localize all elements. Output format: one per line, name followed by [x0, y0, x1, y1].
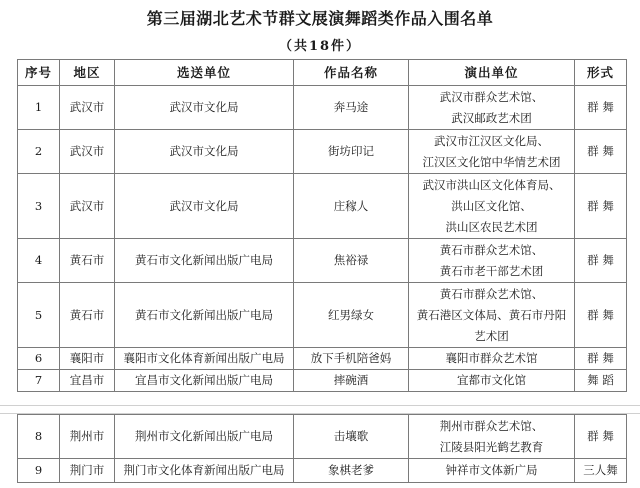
cell-region: 襄阳市: [60, 348, 115, 370]
header-form: 形式: [575, 60, 627, 86]
entries-table: [17, 59, 627, 392]
header-unit: 选送单位: [115, 60, 294, 86]
table-row: [18, 415, 627, 459]
cell-performer: [409, 370, 575, 392]
cell-unit: 宜昌市文化新闻出版广电局: [115, 370, 294, 392]
performer-line: 武汉市群众艺术馆、: [439, 89, 544, 104]
performer-line: 洪山区农民艺术团: [445, 219, 538, 234]
cell-form: 群 舞: [575, 348, 627, 370]
cell-form: 群 舞: [575, 174, 627, 239]
cell-unit: 黄石市文化新闻出版广电局: [115, 239, 294, 283]
cell-performer: [409, 239, 575, 283]
cell-form: 群 舞: [575, 130, 627, 174]
cell-work: 放下手机陪爸妈: [294, 348, 409, 370]
cell-no: 4: [18, 239, 60, 283]
cell-no: 5: [18, 283, 60, 348]
performer-line: 江汉区文化馆中华情艺术团: [422, 154, 561, 169]
cell-form: 舞 蹈: [575, 370, 627, 392]
cell-performer: [409, 174, 575, 239]
table-row: [18, 86, 627, 130]
table-header-row: [18, 60, 627, 86]
cell-region: 武汉市: [60, 174, 115, 239]
cell-performer: [409, 459, 575, 483]
header-work: 作品名称: [294, 60, 409, 86]
cell-form: 三人舞: [575, 459, 627, 483]
cell-work: 击壤歌: [294, 415, 409, 459]
header-region: 地区: [60, 60, 115, 86]
header-performer: 演出单位: [409, 60, 575, 86]
table-row: [18, 459, 627, 483]
page-break: [0, 405, 640, 414]
cell-no: 9: [18, 459, 60, 483]
cell-form: 群 舞: [575, 86, 627, 130]
table-row: [18, 239, 627, 283]
cell-performer: [409, 283, 575, 348]
cell-unit: 荆州市文化新闻出版广电局: [115, 415, 294, 459]
performer-line: 黄石市老干部艺术团: [439, 263, 544, 278]
performer-line: 黄石市群众艺术馆、: [439, 242, 544, 257]
performer-line: 黄石市群众艺术馆、: [439, 286, 544, 301]
cell-work: 焦裕禄: [294, 239, 409, 283]
cell-form: 群 舞: [575, 283, 627, 348]
cell-performer: [409, 348, 575, 370]
cell-region: 黄石市: [60, 239, 115, 283]
cell-work: 庄稼人: [294, 174, 409, 239]
cell-work: 奔马途: [294, 86, 409, 130]
performer-line: 宜都市文化馆: [457, 373, 526, 387]
performer-line: 武汉邮政艺术团: [451, 110, 532, 125]
performer-line: 江陵县阳光鹤艺教育: [439, 439, 544, 454]
cell-region: 黄石市: [60, 283, 115, 348]
cell-region: 武汉市: [60, 130, 115, 174]
cell-performer: [409, 415, 575, 459]
performer-line: 武汉市洪山区文化体育局、: [422, 177, 561, 192]
cell-no: 2: [18, 130, 60, 174]
cell-unit: 武汉市文化局: [115, 174, 294, 239]
cell-work: 街坊印记: [294, 130, 409, 174]
performer-line: 艺术团: [474, 328, 509, 343]
cell-region: 宜昌市: [60, 370, 115, 392]
performer-line: 襄阳市群众艺术馆: [445, 351, 538, 365]
cell-performer: [409, 86, 575, 130]
cell-region: 荆门市: [60, 459, 115, 483]
cell-work: 红男绿女: [294, 283, 409, 348]
cell-no: 7: [18, 370, 60, 392]
table-row: [18, 283, 627, 348]
document-subtitle: （共18件）: [278, 39, 362, 54]
table-row: [18, 370, 627, 392]
cell-no: 8: [18, 415, 60, 459]
performer-line: 武汉市江汉区文化局、: [434, 133, 549, 148]
cell-no: 3: [18, 174, 60, 239]
table-row: [18, 348, 627, 370]
cell-performer: [409, 130, 575, 174]
document-title: 第三届湖北艺术节群文展演舞蹈类作品入围名单: [146, 9, 494, 28]
cell-unit: 黄石市文化新闻出版广电局: [115, 283, 294, 348]
performer-line: 荆州市群众艺术馆、: [439, 418, 544, 433]
entries-table-continued: [17, 414, 627, 483]
cell-form: 群 舞: [575, 415, 627, 459]
performer-line: 钟祥市文体新广局: [445, 463, 538, 477]
cell-unit: 武汉市文化局: [115, 86, 294, 130]
cell-unit: 武汉市文化局: [115, 130, 294, 174]
table-row: [18, 174, 627, 239]
header-no: 序号: [18, 60, 60, 86]
performer-line: 洪山区文化馆、: [451, 198, 532, 213]
cell-unit: 襄阳市文化体育新闻出版广电局: [115, 348, 294, 370]
cell-work: 摔碗酒: [294, 370, 409, 392]
cell-unit: 荆门市文化体育新闻出版广电局: [115, 459, 294, 483]
cell-region: 武汉市: [60, 86, 115, 130]
performer-line: 黄石港区文体局、黄石市丹阳: [416, 307, 567, 322]
table-row: [18, 130, 627, 174]
cell-region: 荆州市: [60, 415, 115, 459]
cell-work: 象棋老爹: [294, 459, 409, 483]
cell-no: 1: [18, 86, 60, 130]
cell-form: 群 舞: [575, 239, 627, 283]
cell-no: 6: [18, 348, 60, 370]
